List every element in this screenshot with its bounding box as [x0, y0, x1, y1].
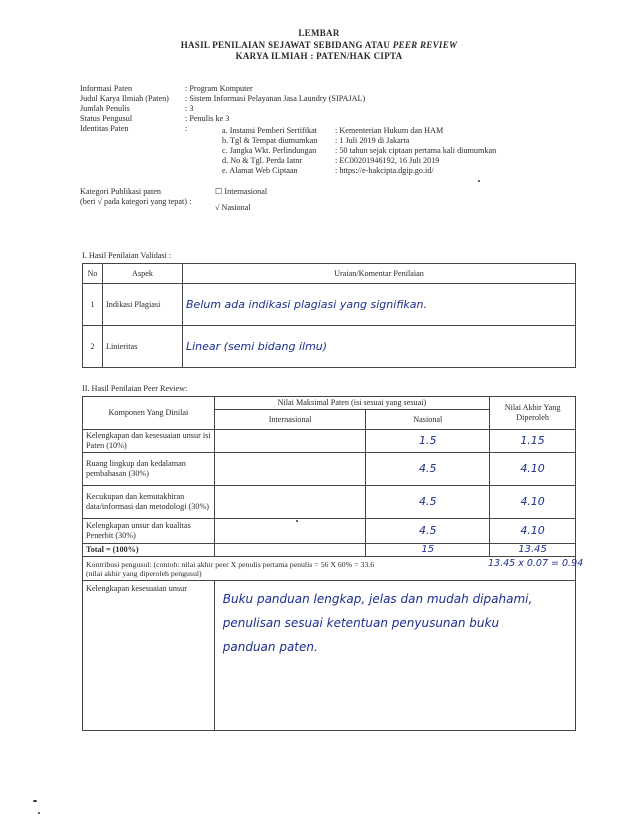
national-value: 4.5 — [366, 486, 490, 519]
row-aspect: Linieritas — [103, 326, 183, 368]
row-number: 2 — [83, 326, 103, 368]
validation-table — [82, 263, 576, 368]
contribution-value: 13.45 x 0.07 = 0.94 — [488, 558, 584, 569]
identity-value: : — [185, 124, 188, 133]
category-option-label: Internasional — [224, 187, 268, 196]
header-line-2-prefix: HASIL PENILAIAN SEJAWAT SEBIDANG ATAU — [180, 40, 393, 50]
table-row — [83, 519, 576, 544]
remarks-comment — [214, 581, 575, 731]
national-value: 4.5 — [366, 519, 490, 544]
international-cell — [214, 453, 366, 486]
table-row — [83, 326, 576, 368]
final-value: 4.10 — [490, 453, 576, 486]
total-final: 13.45 — [490, 544, 576, 557]
detail-value: : 1 Juli 2019 di Jakarta — [335, 136, 410, 145]
total-label: Total = (100%) — [83, 544, 215, 557]
table-row — [83, 486, 576, 519]
detail-label: a. Instansi Pemberi Sertifikat — [222, 126, 318, 135]
detail-value: : https://e-hakcipta.dgip.go.id/ — [335, 166, 434, 175]
detail-label: e. Alamat Web Ciptaan — [222, 166, 298, 175]
detail-label: b. Tgl & Tempat diumumkan — [222, 136, 318, 145]
column-header-national: Nasional — [366, 410, 490, 430]
column-header-comment: Uraian/Komentar Penilaian — [183, 264, 576, 284]
remarks-line: Buku panduan lengkap, jelas dan mudah dipahami, — [222, 592, 533, 606]
contribution-cell — [83, 557, 490, 581]
remarks-line: panduan paten. — [222, 640, 318, 654]
header-line-3: KARYA ILMIAH : PATEN/HAK CIPTA — [235, 51, 403, 61]
row-number: 1 — [83, 284, 103, 326]
identity-value: : Sistem Informasi Pelayanan Jasa Laundry (SIPAJAL) — [185, 94, 366, 103]
contribution-label-2: (nilai akhir yang diperoleh pengusul) — [86, 568, 202, 578]
final-value: 4.10 — [490, 519, 576, 544]
national-value: 1.5 — [366, 430, 490, 453]
component-label: Ruang lingkup dan kedalaman pembahasan (30%) — [83, 453, 215, 486]
component-label: Kelengkapan dan kesesuaian unsur isi Paten (10%) — [83, 430, 215, 453]
final-value: 4.10 — [490, 486, 576, 519]
detail-value: : Kementerian Hukum dan HAM — [335, 126, 444, 135]
scan-speck — [33, 800, 37, 802]
column-header-max: Nilai Maksimal Paten (isi sesuai yang sesuai) — [214, 397, 489, 410]
column-header-component: Komponen Yang Dinilai — [83, 397, 215, 430]
scan-speck — [296, 520, 298, 522]
remarks-line: penulisan sesuai ketentuan penyusunan buku — [222, 616, 500, 630]
column-header-final: Nilai Akhir Yang Diperoleh — [490, 397, 576, 430]
category-label: Kategori Publikasi paten — [80, 187, 161, 196]
identity-value: : Penulis ke 3 — [185, 114, 230, 123]
column-header-aspek: Aspek — [103, 264, 183, 284]
final-value: 1.15 — [490, 430, 576, 453]
category-option-international[interactable] — [215, 187, 267, 197]
national-value: 4.5 — [366, 453, 490, 486]
checkbox-empty-icon[interactable]: ☐ — [215, 187, 223, 196]
contribution-label: Kontribusi pengusul: (contoh: nilai akhir peer X penulis pertama penulis = 56 X 60% = 33.6 — [86, 559, 375, 569]
detail-value: : EC00201946192, 16 Juli 2019 — [335, 156, 440, 165]
remarks-row — [83, 581, 576, 731]
component-label: Kecukupan dan kemutakhiran data/informasi dan metodologi (30%) — [83, 486, 215, 519]
table-row — [83, 284, 576, 326]
detail-label: d. No & Tgl. Perda Iatnr — [222, 156, 303, 165]
identity-label: Status Pengusul — [80, 114, 133, 123]
identity-value: : Program Komputer — [185, 84, 253, 93]
remarks-label: Kelengkapan kesesuaian unsur — [83, 581, 215, 731]
total-row — [83, 544, 576, 557]
column-header-no: No — [83, 264, 103, 284]
scan-speck — [478, 180, 480, 182]
header-line-2 — [0, 40, 638, 50]
international-cell — [214, 519, 366, 544]
international-cell — [214, 544, 366, 557]
table-row — [83, 453, 576, 486]
category-option-national[interactable] — [215, 203, 251, 213]
table-header-row — [83, 397, 576, 410]
international-cell — [214, 486, 366, 519]
row-aspect: Indikasi Plagiasi — [103, 284, 183, 326]
identity-value: : 3 — [185, 104, 194, 113]
table-header-row — [83, 264, 576, 284]
header-line-2-italic: PEER REVIEW — [392, 40, 458, 50]
international-cell — [214, 430, 366, 453]
identity-label: Identitas Paten — [80, 124, 129, 133]
column-header-international: Internasional — [214, 410, 366, 430]
row-comment: Belum ada indikasi plagiasi yang signifikan. — [183, 284, 576, 326]
total-national: 15 — [366, 544, 490, 557]
category-hint: (beri √ pada kategori yang tepat) : — [80, 197, 192, 206]
row-comment: Linear (semi bidang ilmu) — [183, 326, 576, 368]
section-1-title: I. Hasil Penilaian Validasi : — [82, 251, 172, 260]
category-option-label: Nasional — [221, 203, 251, 212]
identity-label: Judul Karya Ilmiah (Paten) — [80, 94, 169, 103]
detail-label: c. Jangka Wkt. Perlindungan — [222, 146, 317, 155]
detail-value: : 50 tahun sejak ciptaan pertama kali diumumkan — [335, 146, 497, 155]
identity-label: Informasi Paten — [80, 84, 133, 93]
header-line-1: LEMBAR — [298, 28, 340, 38]
table-row — [83, 430, 576, 453]
check-mark-icon[interactable]: √ — [215, 203, 220, 212]
component-label: Kelengkapan unsur dan kualitas Penerbit (30%) — [83, 519, 215, 544]
identity-label: Jumlah Penulis — [80, 104, 130, 113]
scan-speck — [38, 812, 40, 814]
section-2-title: II. Hasil Penilaian Peer Review: — [82, 384, 188, 393]
